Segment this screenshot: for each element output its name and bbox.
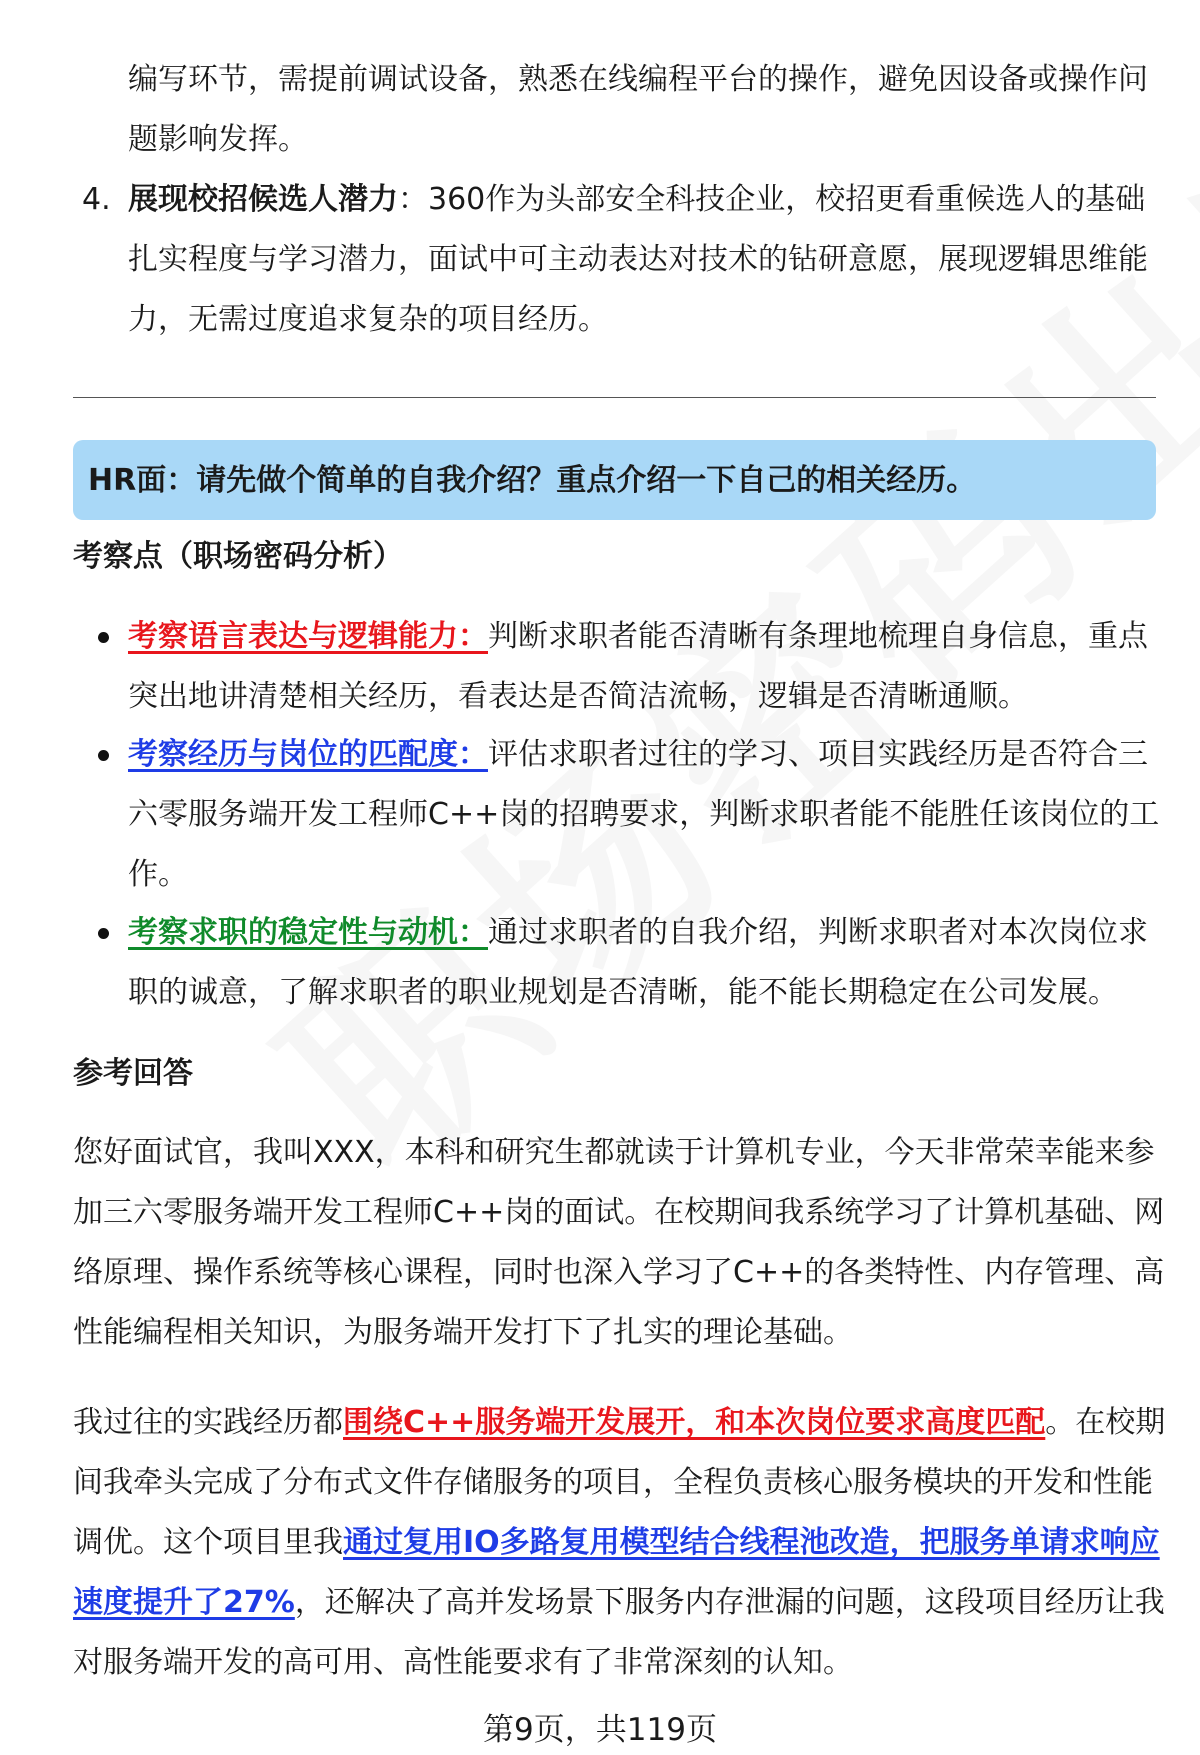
answer-p1-line4: 性能编程相关知识，为服务端开发打下了扎实的理论基础。 — [73, 1315, 853, 1350]
list-item-4-line2: 扎实程度与学习潜力，面试中可主动表达对技术的钻研意愿，展现逻辑思维能 — [128, 242, 1148, 277]
analysis-item-1-line2: 突出地讲清楚相关经历，看表达是否简洁流畅，逻辑是否清晰通顺。 — [128, 679, 1028, 714]
analysis-item-1-label: 考察语言表达与逻辑能力： — [128, 619, 488, 654]
answer-p2-line1 — [73, 1403, 1165, 1443]
list-item-4-line1 — [128, 180, 1145, 220]
question-text: HR面：请先做个简单的自我介绍？重点介绍一下自己的相关经历。 — [88, 463, 977, 498]
bullet-dot — [98, 750, 109, 761]
analysis-item-2-line3: 作。 — [128, 857, 188, 892]
analysis-item-2-text: 评估求职者过往的学习、项目实践经历是否符合三 — [488, 737, 1148, 772]
answer-p1-line1: 您好面试官，我叫XXX，本科和研究生都就读于计算机专业，今天非常荣幸能来参 — [73, 1135, 1155, 1170]
list-item-4-number: 4. — [82, 182, 111, 217]
answer-highlight-achievement-cont: 速度提升了27% — [73, 1585, 295, 1620]
analysis-item-1-line1 — [128, 617, 1148, 657]
list-item-4-line3: 力，无需过度追求复杂的项目经历。 — [128, 302, 608, 337]
analysis-item-2-line1 — [128, 735, 1148, 775]
list-item-3-continuation-line1: 编写环节，需提前调试设备，熟悉在线编程平台的操作，避免因设备或操作问 — [128, 62, 1148, 97]
section-divider — [73, 397, 1156, 398]
analysis-item-2-label: 考察经历与岗位的匹配度： — [128, 737, 488, 772]
bullet-dot — [98, 928, 109, 939]
analysis-item-3-text: 通过求职者的自我介绍，判断求职者对本次岗位求 — [488, 915, 1148, 950]
answer-p2-text: 调优。这个项目里我 — [73, 1525, 343, 1560]
answer-p1-line3: 络原理、操作系统等核心课程，同时也深入学习了C++的各类特性、内存管理、高 — [73, 1255, 1165, 1290]
answer-p2-line2: 间我牵头完成了分布式文件存储服务的项目，全程负责核心服务模块的开发和性能 — [73, 1465, 1153, 1500]
answer-p1-line2: 加三六零服务端开发工程师C++岗的面试。在校期间我系统学习了计算机基础、网 — [73, 1195, 1165, 1230]
list-item-3-continuation-line2: 题影响发挥。 — [128, 122, 308, 157]
analysis-item-3-label: 考察求职的稳定性与动机： — [128, 915, 488, 950]
answer-heading: 参考回答 — [73, 1056, 193, 1091]
analysis-item-3-line2: 职的诚意，了解求职者的职业规划是否清晰，能不能长期稳定在公司发展。 — [128, 975, 1118, 1010]
analysis-item-2-line2: 六零服务端开发工程师C++岗的招聘要求，判断求职者能不能胜任该岗位的工 — [128, 797, 1160, 832]
page-number: 第9页，共119页 — [483, 1712, 717, 1748]
answer-p2-text: 。在校期 — [1045, 1405, 1166, 1440]
analysis-item-3-line1 — [128, 913, 1148, 953]
bullet-dot — [98, 632, 109, 643]
analysis-item-1-text: 判断求职者能否清晰有条理地梳理自身信息，重点 — [488, 619, 1148, 654]
answer-p2-line3 — [73, 1523, 1160, 1563]
list-item-4-text: ：360作为头部安全科技企业，校招更看重候选人的基础 — [398, 182, 1146, 217]
list-item-4-title: 展现校招候选人潜力 — [128, 182, 398, 217]
answer-p2-text: ，还解决了高并发场景下服务内存泄漏的问题，这段项目经历让我 — [294, 1585, 1165, 1620]
analysis-heading: 考察点（职场密码分析） — [73, 539, 403, 574]
answer-p2-line4 — [73, 1583, 1165, 1623]
answer-highlight-match: 围绕C++服务端开发展开，和本次岗位要求高度匹配 — [343, 1405, 1046, 1440]
answer-p2-text: 我过往的实践经历都 — [73, 1405, 343, 1440]
answer-highlight-achievement: 通过复用IO多路复用模型结合线程池改造，把服务单请求响应 — [343, 1525, 1160, 1560]
answer-p2-line5: 对服务端开发的高可用、高性能要求有了非常深刻的认知。 — [73, 1645, 853, 1680]
